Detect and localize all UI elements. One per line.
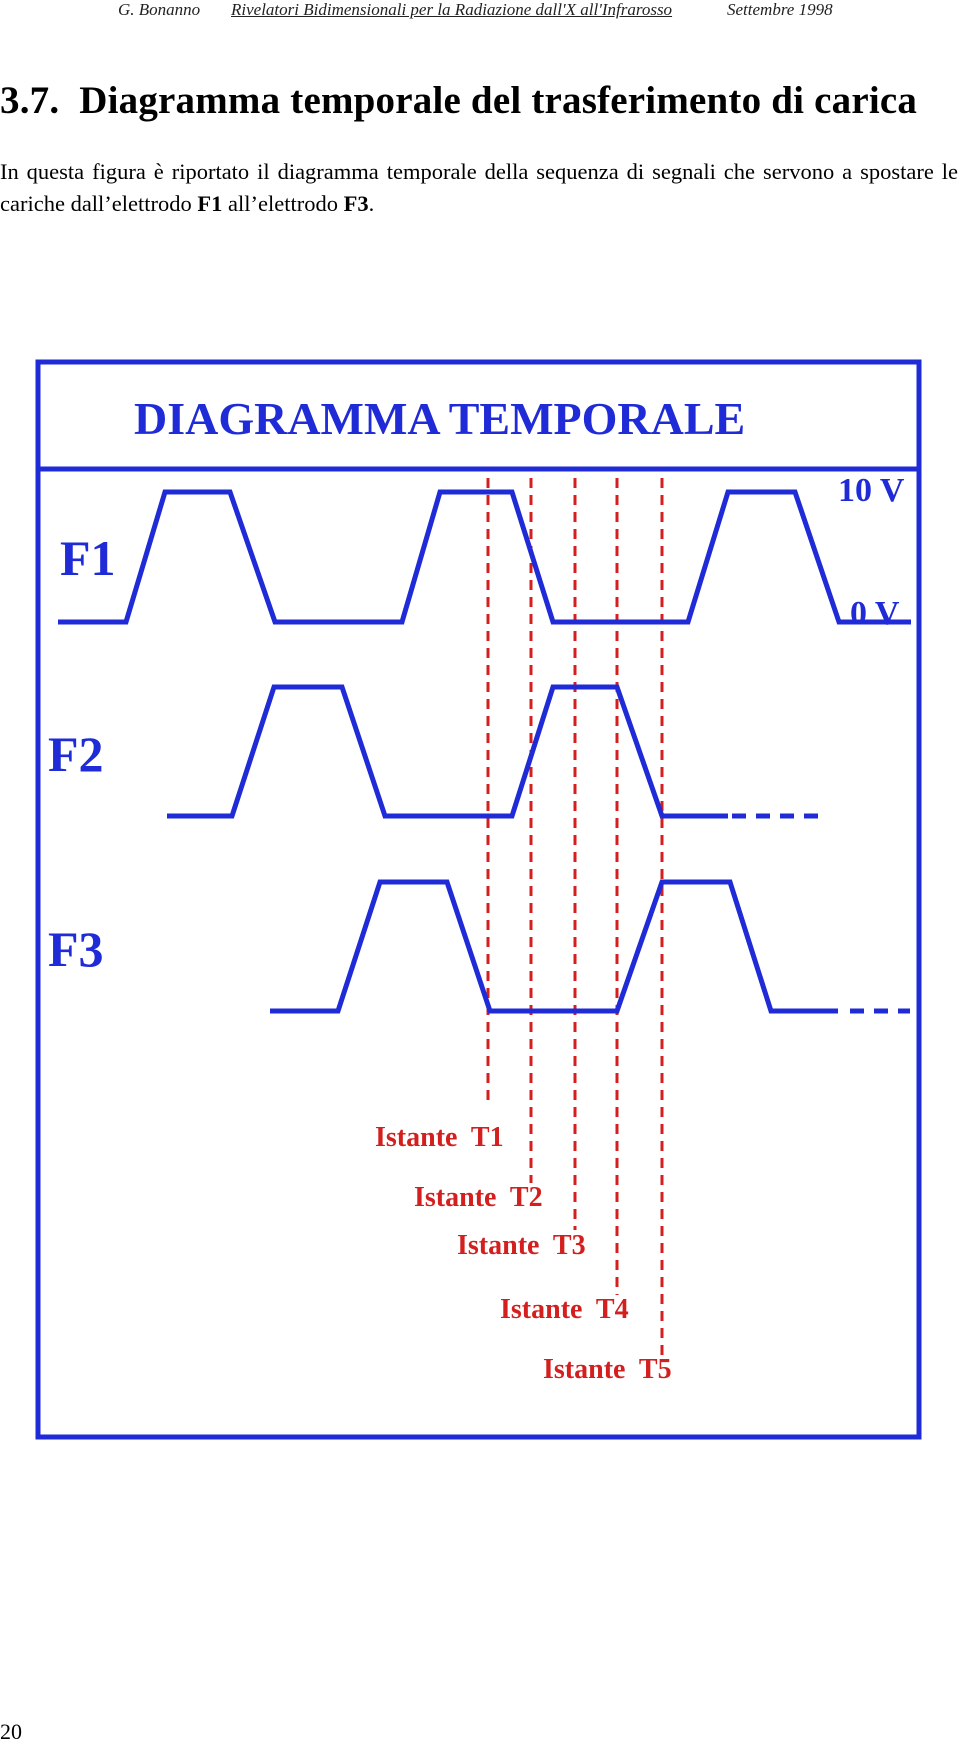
voltage-high-label: 10 V [838,472,905,509]
waveform-f2 [167,687,728,816]
voltage-low-label: 0 V [850,595,900,632]
header-author: G. Bonanno [118,0,201,19]
instant-label-t1: Istante T1 [375,1122,504,1153]
instant-label-t2: Istante T2 [414,1182,543,1213]
signal-label-f2: F2 [48,726,104,782]
waveform-f3 [270,882,838,1011]
signal-labels [48,530,116,977]
waveform-f1 [58,492,911,622]
instant-label-t4: Istante T4 [500,1294,629,1325]
signal-label-f1: F1 [60,530,116,586]
section-number: 3.7. [0,79,60,122]
intro-text-before: In questa figura è riportato il diagramma temporale della sequenza di segnali che servono a spostare le cariche dall’elettrodo [0,159,958,216]
header-document-title: Rivelatori Bidimensionali per la Radiazione dall'X all'Infrarosso [231,0,673,19]
instant-label-t3: Istante T3 [457,1230,586,1261]
intro-text-after: . [368,191,375,216]
intro-text-middle: all’elettrodo [222,191,344,216]
figure-border [38,362,919,1437]
signal-waveforms [58,492,911,1011]
instant-markers [488,478,662,1360]
intro-bold-f1: F1 [197,191,223,216]
section-title: Diagramma temporale del trasferimento di carica [79,79,918,122]
figure-title: DIAGRAMMA TEMPORALE [134,393,746,444]
header-date: Settembre 1998 [727,0,833,19]
figure-frame [38,362,919,1437]
signal-label-f3: F3 [48,921,104,977]
instant-labels [375,1122,672,1385]
instant-label-t5: Istante T5 [543,1354,672,1385]
intro-bold-f3: F3 [343,191,369,216]
page-number: 20 [0,1719,22,1744]
